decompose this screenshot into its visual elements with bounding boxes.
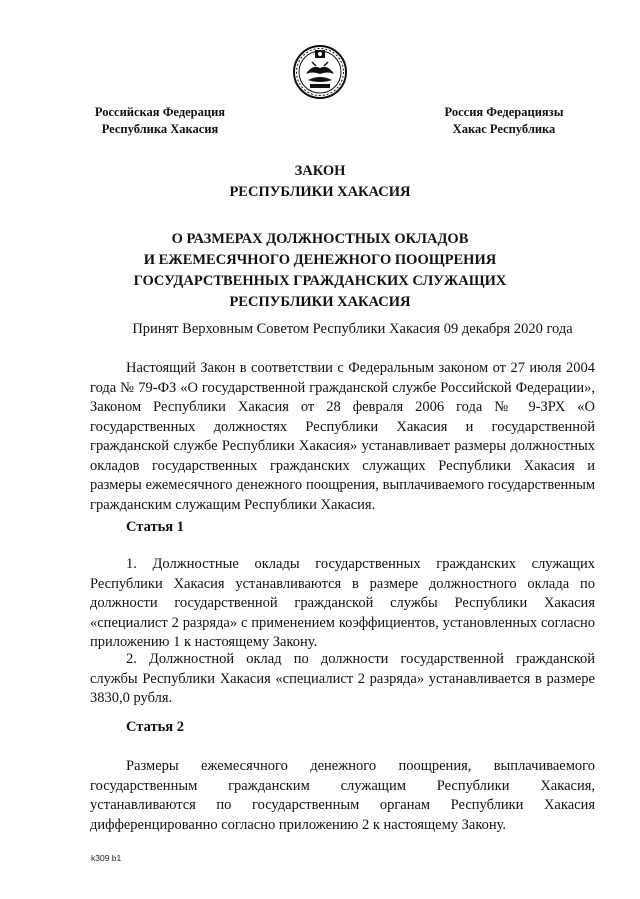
law-subject (0, 229, 640, 313)
document-code: k309 b1 (91, 853, 122, 863)
law-title (0, 161, 640, 203)
law-subject-line2: И ЕЖЕМЕСЯЧНОГО ДЕНЕЖНОГО ПООЩРЕНИЯ (143, 252, 497, 268)
header-right-country: Россия Федерациязы (444, 105, 564, 119)
article-1-paragraph-2: 2. Должностной оклад по должности государственной гражданской службы Республики Хакасия «специалист 2 разряда» устанавливается в размере 3830,0 рубля. (90, 651, 595, 706)
article-2-paragraph: Размеры ежемесячного денежного поощрения, выплачиваемого государственным гражданским служащим Республики Хакасия, устанавливаются по государственным органам Республики Хакасия дифференцированно согласно приложению 2 к настоящему Закону. (90, 758, 595, 833)
header-left (90, 104, 230, 138)
law-subject-line4: РЕСПУБЛИКИ ХАКАСИЯ (229, 294, 411, 310)
intro-paragraph: Настоящий Закон в соответствии с Федеральным законом от 27 июля 2004 года № 79-ФЗ «О государственной гражданской службе Российской Федерации», Законом Республики Хакасия от 28 февраля 2006 года № 9-ЗРХ «О государственных должностях Республики Хакасия и государственной гражданской службе Республики Хакасия» устанавливает размеры должностных окладов государственных гражданских служащих Республики Хакасия и размеры ежемесячного денежного поощрения, выплачиваемого государственным гражданским служащим Республики Хакасия. (90, 360, 595, 513)
header-left-republic: Республика Хакасия (101, 122, 219, 136)
law-subject-line1: О РАЗМЕРАХ ДОЛЖНОСТНЫХ ОКЛАДОВ (171, 231, 469, 247)
law-title-line2: РЕСПУБЛИКИ ХАКАСИЯ (229, 184, 411, 200)
article-2-heading: Статья 2 (126, 719, 184, 735)
header-left-country: Российская Федерация (94, 105, 226, 119)
law-title-line1: ЗАКОН (294, 163, 346, 179)
header-right (428, 104, 580, 138)
adoption-statement: Принят Верховным Советом Республики Хакасия 09 декабря 2020 года (132, 321, 573, 337)
article-1-paragraph-1: 1. Должностные оклады государственных гражданских служащих Республики Хакасия устанавливаются в размере должностного оклада по должности государственной гражданской службы Республики Хакасия «специалист 2 разряда» с применением коэффициентов, установленных согласно приложению 1 к настоящему Закону. (90, 556, 595, 650)
law-subject-line3: ГОСУДАРСТВЕННЫХ ГРАЖДАНСКИХ СЛУЖАЩИХ (133, 273, 507, 289)
coat-of-arms-icon (290, 44, 350, 100)
article-1-heading: Статья 1 (126, 519, 184, 535)
header-right-republic: Хакас Республика (452, 122, 556, 136)
